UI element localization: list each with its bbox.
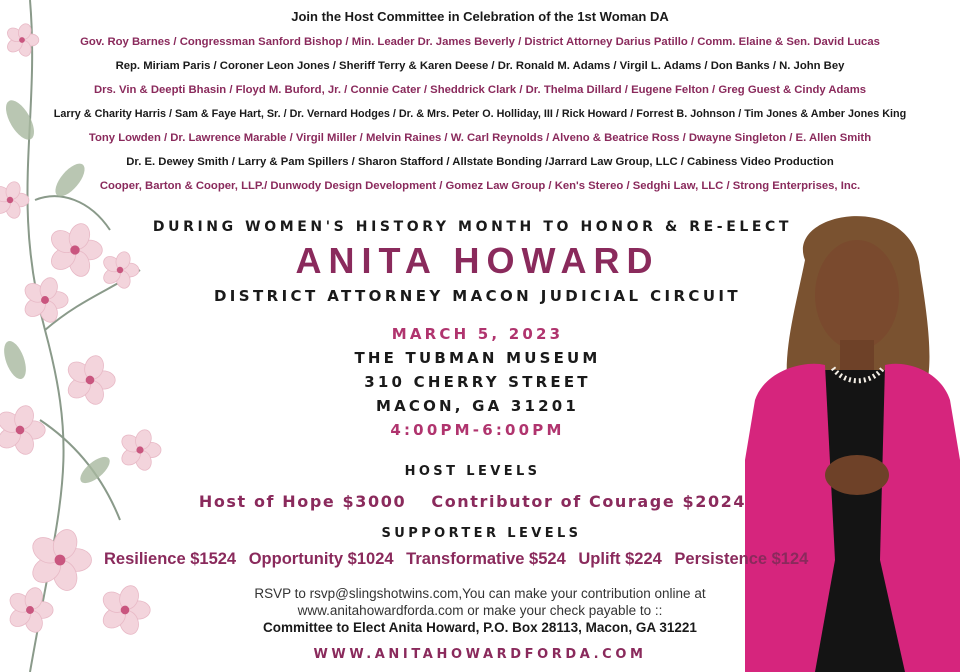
supporter-levels	[104, 550, 809, 569]
rsvp-text: www.anitahowardforda.com or make your check payable to ::	[297, 603, 663, 618]
website-link[interactable]: WWW.ANITAHOWARDFORDA.COM	[313, 647, 647, 662]
host-committee-line: Tony Lowden / Dr. Lawrence Marable / Virgil Miller / Melvin Raines / W. Carl Reynolds / Alveno & Beatrice Ross / Dwayne Singleton / E. Allen Smith	[88, 132, 872, 144]
supporter-levels-heading: SUPPORTER LEVELS	[381, 526, 582, 541]
supporter-level: Resilience $1524	[104, 550, 237, 568]
event-time: 4:00PM-6:00PM	[390, 421, 565, 439]
host-committee-line: Rep. Miriam Paris / Coroner Leon Jones / Sheriff Terry & Karen Deese / Dr. Ronald M. Adams / Virgil L. Adams / Don Banks / N. John Bey	[115, 60, 845, 72]
host-committee-title: Join the Host Committee in Celebration of the 1st Woman DA	[291, 9, 669, 24]
host-committee-line: Gov. Roy Barnes / Congressman Sanford Bishop / Min. Leader Dr. James Beverly / District Attorney Darius Patillo / Comm. Elaine & Sen. David Lucas	[80, 36, 880, 48]
host-committee-line: Cooper, Barton & Cooper, LLP./ Dunwody Design Development / Gomez Law Group / Ken's Stereo / Sedghi Law, LLC / Strong Enterprises, Inc.	[99, 180, 861, 192]
host-level: Host of Hope $3000	[198, 492, 407, 511]
candidate-name: ANITA HOWARD	[295, 240, 660, 281]
event-city: MACON, GA 31201	[375, 397, 580, 415]
host-committee-line: Larry & Charity Harris / Sam & Faye Hart, Sr. / Dr. Vernard Hodges / Dr. & Mrs. Peter O. Holliday, III / Rick Howard / Forrest B. Johnson / Tim Jones & Amber Jones King	[53, 108, 907, 120]
event-tagline: DURING WOMEN'S HISTORY MONTH TO HONOR & RE-ELECT	[152, 219, 793, 235]
host-committee-line: Dr. E. Dewey Smith / Larry & Pam Spillers / Sharon Stafford / Allstate Bonding /Jarrard Law Group, LLC / Cabiness Video Production	[126, 156, 834, 168]
event-date: MARCH 5, 2023	[391, 325, 564, 343]
event-venue: THE TUBMAN MUSEUM	[354, 349, 601, 367]
supporter-level: Transformative $524	[406, 550, 566, 568]
rsvp-text: RSVP to rsvp@slingshotwins.com,You can make your contribution online at	[254, 586, 706, 601]
host-levels	[0, 492, 945, 511]
event-street: 310 CHERRY STREET	[364, 373, 591, 391]
host-levels-heading: HOST LEVELS	[404, 464, 541, 479]
supporter-level: Uplift $224	[578, 550, 662, 568]
host-level: Contributor of Courage $2024	[431, 492, 747, 511]
supporter-level: Persistence $124	[674, 550, 809, 568]
supporter-level: Opportunity $1024	[248, 550, 394, 568]
host-committee-line: Drs. Vin & Deepti Bhasin / Floyd M. Buford, Jr. / Connie Cater / Sheddrick Clark / Dr. Thelma Dillard / Eugene Felton / Greg Guest & Cindy Adams	[93, 84, 867, 96]
candidate-office: DISTRICT ATTORNEY MACON JUDICIAL CIRCUIT	[213, 287, 742, 305]
rsvp-mailing-address: Committee to Elect Anita Howard, P.O. Box 28113, Macon, GA 31221	[263, 620, 697, 635]
